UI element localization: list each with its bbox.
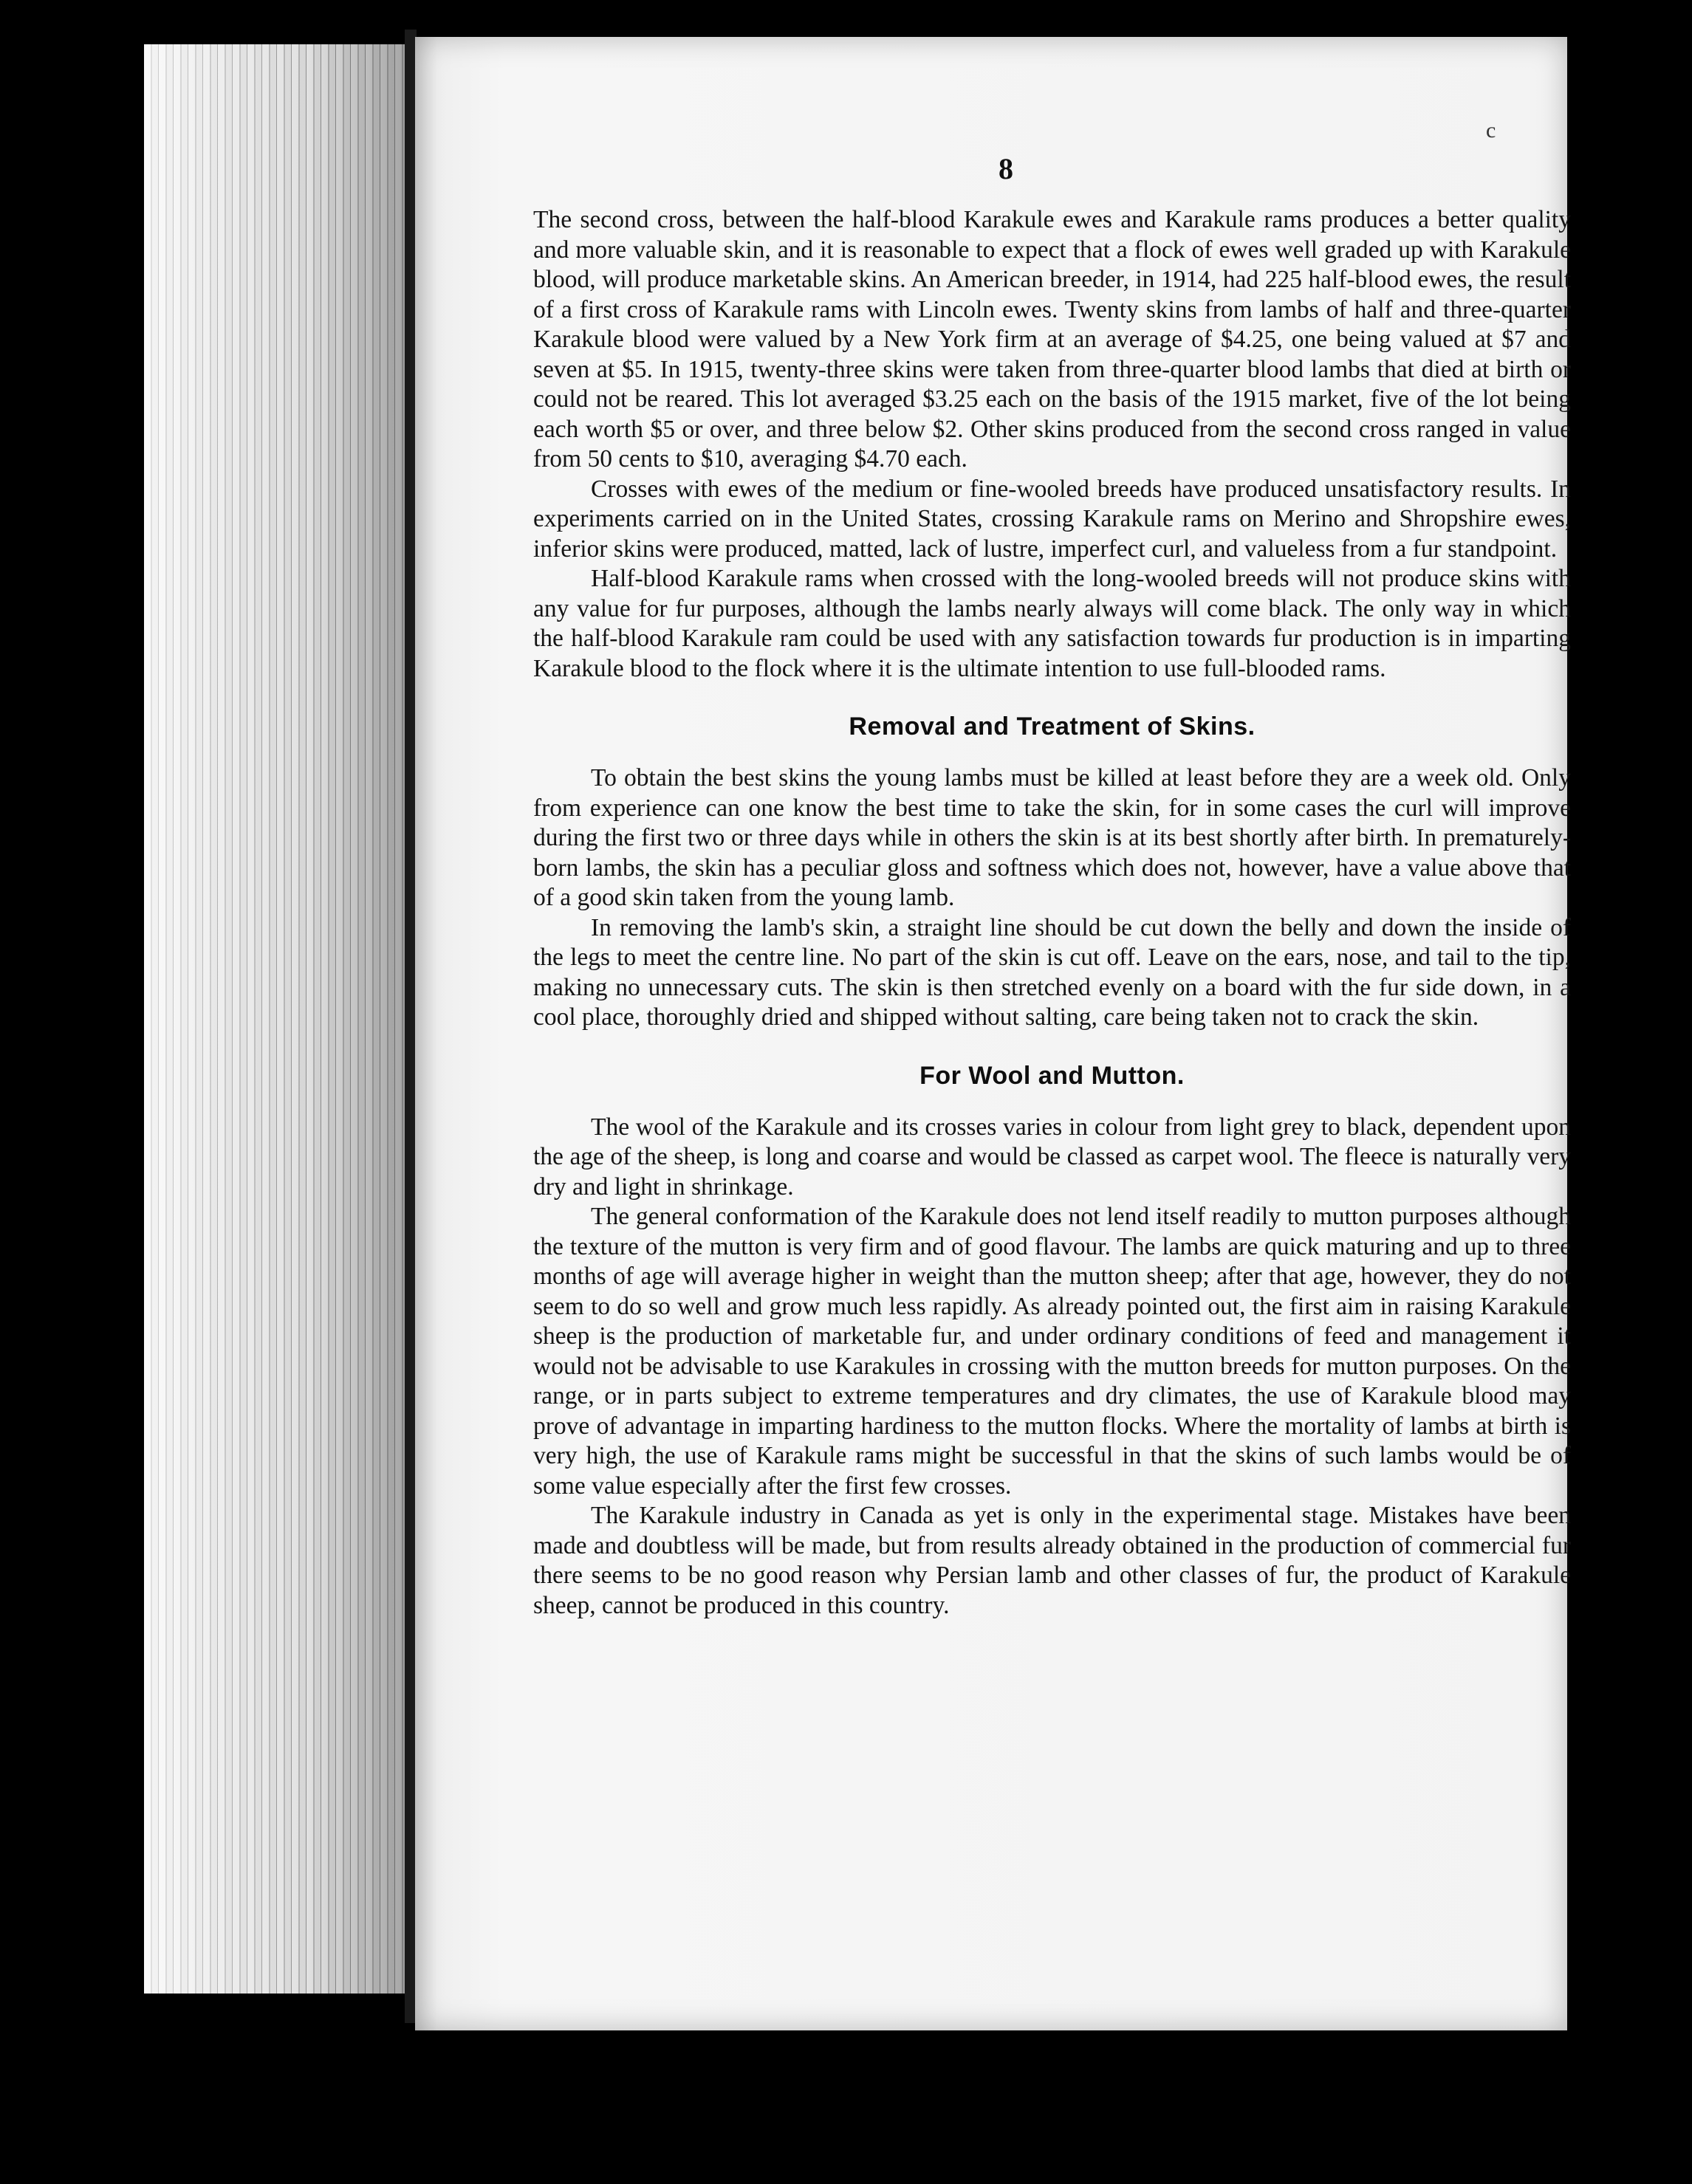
corner-mark: c (1486, 118, 1496, 142)
page-body (533, 205, 1571, 1621)
section-heading-removal: Removal and Treatment of Skins. (849, 712, 1256, 741)
paragraph-wool-colour: The wool of the Karakule and its crosses varies in colour from light grey to black, dependent upon the age of the sheep, is long and coarse and would be classed as carpet wool. The fleece is naturally very dry and light in shrinkage. (533, 1113, 1571, 1201)
page-edges-shading (144, 44, 417, 1994)
page-number: 8 (999, 152, 1013, 185)
printed-page (415, 37, 1571, 2030)
paragraph-industry-canada: The Karakule industry in Canada as yet is only in the experimental stage. Mistakes have been made and doubtless will be made, but from results already obtained in the production of commercial fur there seems to be no good reason why Persian lamb and other classes of fur, the product of Karakule sheep, cannot be produced in this country. (533, 1502, 1571, 1619)
paragraph-obtain-best-skins: To obtain the best skins the young lambs must be killed at least before they are a week old. Only from experience can one know the best time to take the skin, for in some cases the curl will improve during the first two or three days while in others the skin is at its best shortly after birth. In prematurely-born lambs, the skin has a peculiar gloss and softness which does not, however, have a value above that of a good skin taken from the young lamb. (533, 764, 1571, 911)
section-heading-wool-mutton: For Wool and Mutton. (919, 1061, 1185, 1090)
paragraph-second-cross: The second cross, between the half-blood Karakule ewes and Karakule rams produces a better quality and more valuable skin, and it is reasonable to expect that a flock of ewes well graded up with Karakule blood, will produce marketable skins. An American breeder, in 1914, had 225 half-blood ewes, the result of a first cross of Karakule rams with Lincoln ewes. Twenty skins from lambs of half and three-quarter Karakule blood were valued by a New York firm at an average of $4.25, one being valued at $7 and seven at $5. In 1915, twenty-three skins were taken from three-quarter blood lambs that died at birth or could not be reared. This lot averaged $3.25 each on the basis of the 1915 market, five of the lot being each worth $5 or over, and three below $2. Other skins produced from the second cross ranged in value from 50 cents to $10, averaging $4.70 each. (533, 206, 1571, 473)
book-page-edges (144, 44, 417, 1994)
paragraph-conformation: The general conformation of the Karakule does not lend itself readily to mutton purposes although the texture of the mutton is very firm and of good flavour. The lambs are quick maturing and up to three months of age will average higher in weight than the mutton sheep; after that age, however, they do not seem to do so well and grow much less rapidly. As already pointed out, the first aim in raising Karakule sheep is the production of marketable fur, and under ordinary conditions of feed and management it would not be advisable to use Karakules in crossing with the mutton breeds for mutton purposes. On the range, or in parts subject to extreme temperatures and dry climates, the use of Karakule blood may prove of advantage in imparting hardiness to the mutton flocks. Where the mortality of lambs at birth is very high, the use of Karakule rams might be successful in that the skins of such lambs would be of some value especially after the first few crosses. (533, 1203, 1571, 1500)
paragraph-crosses-fine-wooled: Crosses with ewes of the medium or fine-wooled breeds have produced unsatisfactory results. In experiments carried on in the United States, crossing Karakule rams on Merino and Shropshire ewes, inferior skins were produced, matted, lack of lustre, imperfect curl, and valueless from a fur standpoint. (533, 475, 1571, 563)
paragraph-half-blood-rams: Half-blood Karakule rams when crossed with the long-wooled breeds will not produce skins with any value for fur purposes, although the lambs nearly always will come black. The only way in which the half-blood Karakule ram could be used with any satisfaction towards fur production is in imparting Karakule blood to the flock where it is the ultimate intention to use full-blooded rams. (533, 565, 1571, 682)
paragraph-removing-skin: In removing the lamb's skin, a straight line should be cut down the belly and down the inside of the legs to meet the centre line. No part of the skin is cut off. Leave on the ears, nose, and tail to the tip, making no unnecessary cuts. The skin is then stretched evenly on a board with the fur side down, in a cool place, thoroughly dried and shipped without salting, care being taken not to crack the skin. (533, 913, 1571, 1031)
